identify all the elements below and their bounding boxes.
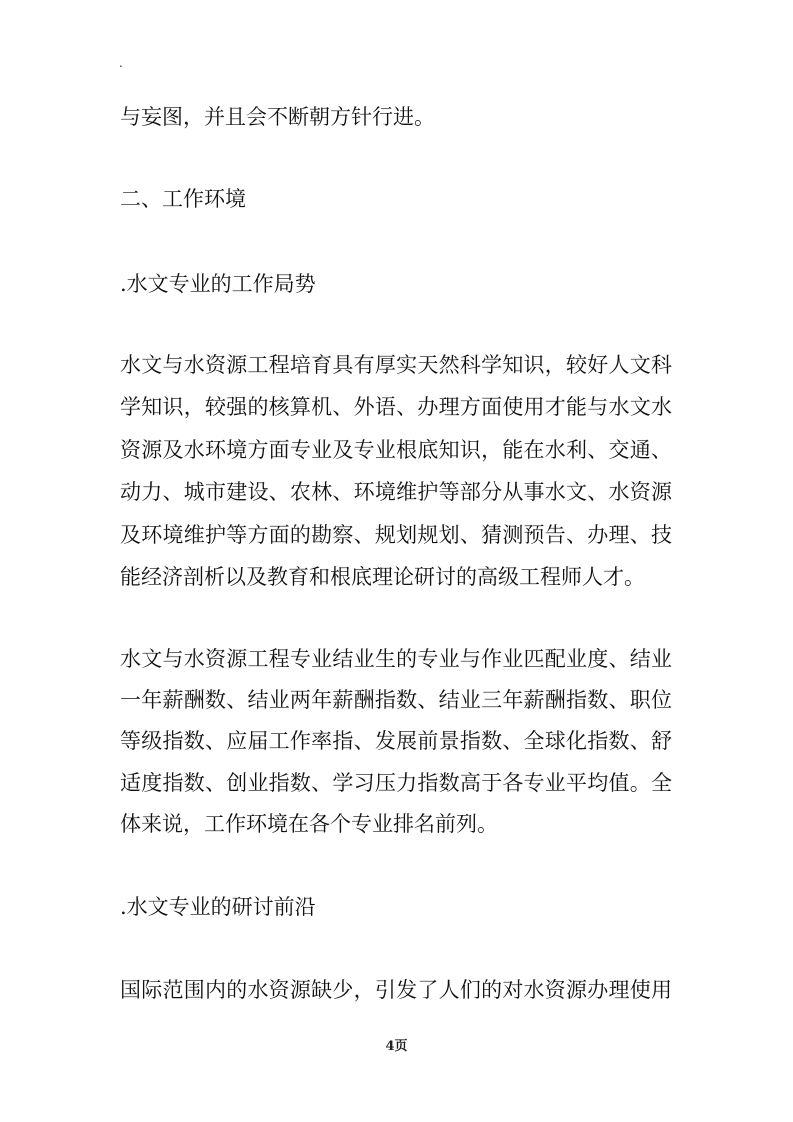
text-line: 水文与水资源工程专业结业生的专业与作业匹配业度、结业: [120, 647, 672, 671]
paragraph-employment-indices: [120, 639, 672, 845]
text-line: 学知识，较强的核算机、外语、办理方面使用才能与水文水: [120, 395, 672, 420]
section-heading: [120, 178, 672, 220]
text-line: 及环境维护等方面的勘察、规划规划、猜测预告、办理、技: [120, 522, 672, 547]
heading-text: .水文专业的研讨前沿: [120, 895, 316, 919]
text-line: 水文与水资源工程培育具有厚实天然科学知识，较好人文科: [120, 353, 672, 377]
text-line: 国际范围内的水资源缺少，引发了人们的对水资源办理使用: [120, 978, 672, 1002]
text-line: 动力、城市建设、农林、环境维护等部分从事水文、水资源: [120, 480, 672, 505]
subsection-heading-research-frontier: [120, 886, 672, 928]
header-mark: .: [119, 56, 123, 70]
text-line: 与妄图，并且会不断朝方针行进。: [120, 105, 435, 129]
heading-text: 二、工作环境: [120, 187, 246, 211]
text-line: 资源及水环境方面专业及专业根底知识，能在水利、交通、: [120, 437, 672, 462]
subsection-heading-work-situation: [120, 263, 672, 305]
paragraph-continuation: [120, 96, 672, 138]
paragraph-water-shortage: [120, 969, 672, 1011]
heading-text: .水文专业的工作局势: [120, 272, 316, 296]
text-line: 能经济剖析以及教育和根底理论研讨的高级工程师人才。: [120, 564, 645, 589]
paragraph-training-goals: [120, 344, 672, 598]
text-line: 一年薪酬数、结业两年薪酬指数、结业三年薪酬指数、职位: [120, 688, 672, 713]
text-line: 适度指数、创业指数、学习压力指数高于各专业平均值。全: [120, 770, 672, 795]
text-line: 体来说，工作环境在各个专业排名前列。: [120, 811, 498, 836]
page-number: 4页: [385, 1039, 408, 1054]
text-line: 等级指数、应届工作率指、发展前景指数、全球化指数、舒: [120, 729, 672, 754]
